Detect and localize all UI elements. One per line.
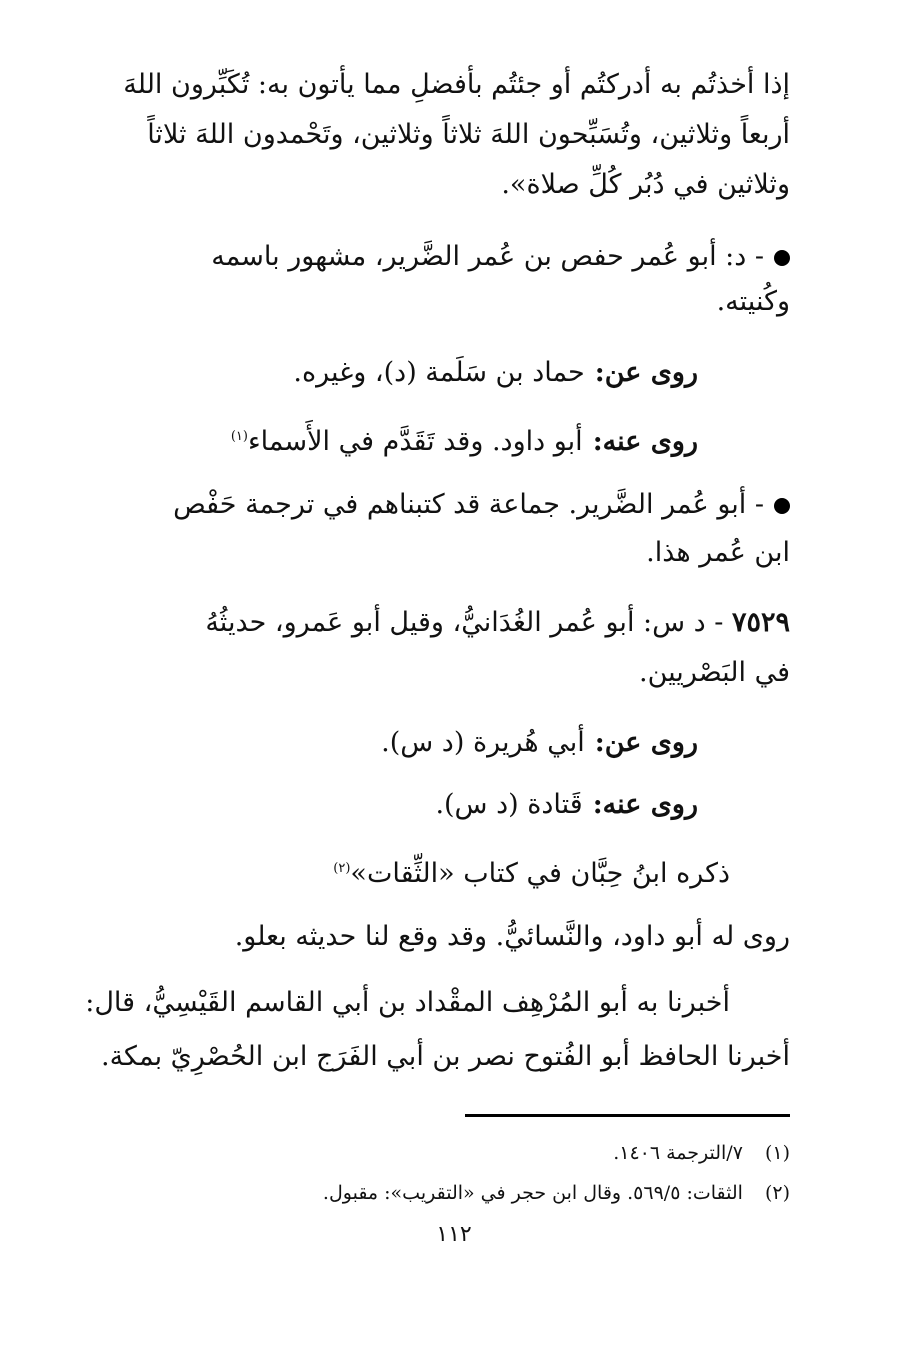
narrated-by-label: روى عنه: — [592, 789, 698, 820]
footnote-2 — [323, 1180, 790, 1206]
narrated-by-label: روى عنه: — [592, 426, 698, 457]
text-line-2: أربعاً وثلاثين، وتُسَبِّحون اللهَ ثلاثاً وثلاثين، وتَحْمدون اللهَ ثلاثاً — [147, 119, 790, 150]
narrated-by-text: قَتادة (د س). — [435, 789, 583, 820]
bullet-icon — [774, 498, 790, 514]
text-line-17: أخبرنا الحافظ أبو الفُتوح نصر بن أبي الفَرَج ابن الحُصْرِيّ بمكة. — [101, 1041, 790, 1072]
text-line-5: وكُنيته. — [716, 286, 790, 317]
text-line-1: إذا أخذتُم به أدركتُم أو جئتُم بأفضلِ مما يأتون به: تُكَبِّرون اللهَ — [123, 69, 790, 100]
entry-text: - أبو عُمر الضَّرير. جماعة قد كتبناهم في ترجمة حَفْص — [173, 489, 764, 520]
entry-text: - د س: أبو عُمر الغُدَانيُّ، وقيل أبو عَمرو، حديثُهُ — [205, 607, 724, 638]
entry-7529 — [205, 606, 790, 640]
text-line-14 — [333, 852, 730, 891]
narrated-by-text: أبو داود. وقد تَقَدَّم في الأَسماء — [247, 426, 583, 457]
footnote-1 — [613, 1140, 790, 1166]
footnote-text: الثقات: ٥٦٩/٥. وقال ابن حجر في «التقريب»: مقبول. — [322, 1182, 743, 1204]
footnote-text: ٧/الترجمة ١٤٠٦. — [613, 1142, 743, 1164]
bullet-icon — [774, 250, 790, 266]
text-line-15: روى له أبو داود، والنَّسائيُّ. وقد وقع لنا حديثه بعلو. — [234, 921, 790, 952]
footnote-divider — [465, 1114, 790, 1117]
entry-text: - د: أبو عُمر حفص بن عُمر الضَّرير، مشهور باسمه — [211, 241, 764, 272]
footnote-ref-2: (٢) — [333, 861, 351, 876]
text-line-3: وثلاثين في دُبُر كُلِّ صلاة». — [501, 169, 790, 200]
footnote-number: (١) — [764, 1142, 790, 1164]
text-line-11: في البَصْريين. — [639, 657, 790, 688]
text-line-9: ابن عُمر هذا. — [646, 537, 790, 568]
ibn-hibban-text: ذكره ابنُ حِبَّان في كتاب «الثِّقات» — [350, 858, 730, 889]
narrated-from-line-2 — [381, 726, 698, 760]
text-line-16: أخبرنا به أبو المُرْهِف المقْداد بن أبي القاسم القَيْسِيُّ، قال: — [85, 987, 730, 1018]
narrated-from-text: أبي هُريرة (د س). — [381, 727, 585, 758]
page-number: ١١٢ — [436, 1222, 472, 1247]
footnote-ref-1: (١) — [230, 429, 248, 444]
narrated-from-line — [293, 356, 698, 390]
entry-number: ٧٥٢٩ — [731, 607, 790, 638]
narrated-from-label: روى عن: — [594, 357, 698, 388]
narrated-from-label: روى عن: — [594, 727, 698, 758]
narrated-by-line — [231, 420, 698, 459]
entry-abu-umar-darir — [173, 488, 790, 522]
entry-abu-umar-hafs — [211, 240, 790, 274]
narrated-from-text: حماد بن سَلَمة (د)، وغيره. — [293, 357, 585, 388]
footnote-number: (٢) — [764, 1182, 790, 1204]
narrated-by-line-2 — [435, 788, 698, 822]
